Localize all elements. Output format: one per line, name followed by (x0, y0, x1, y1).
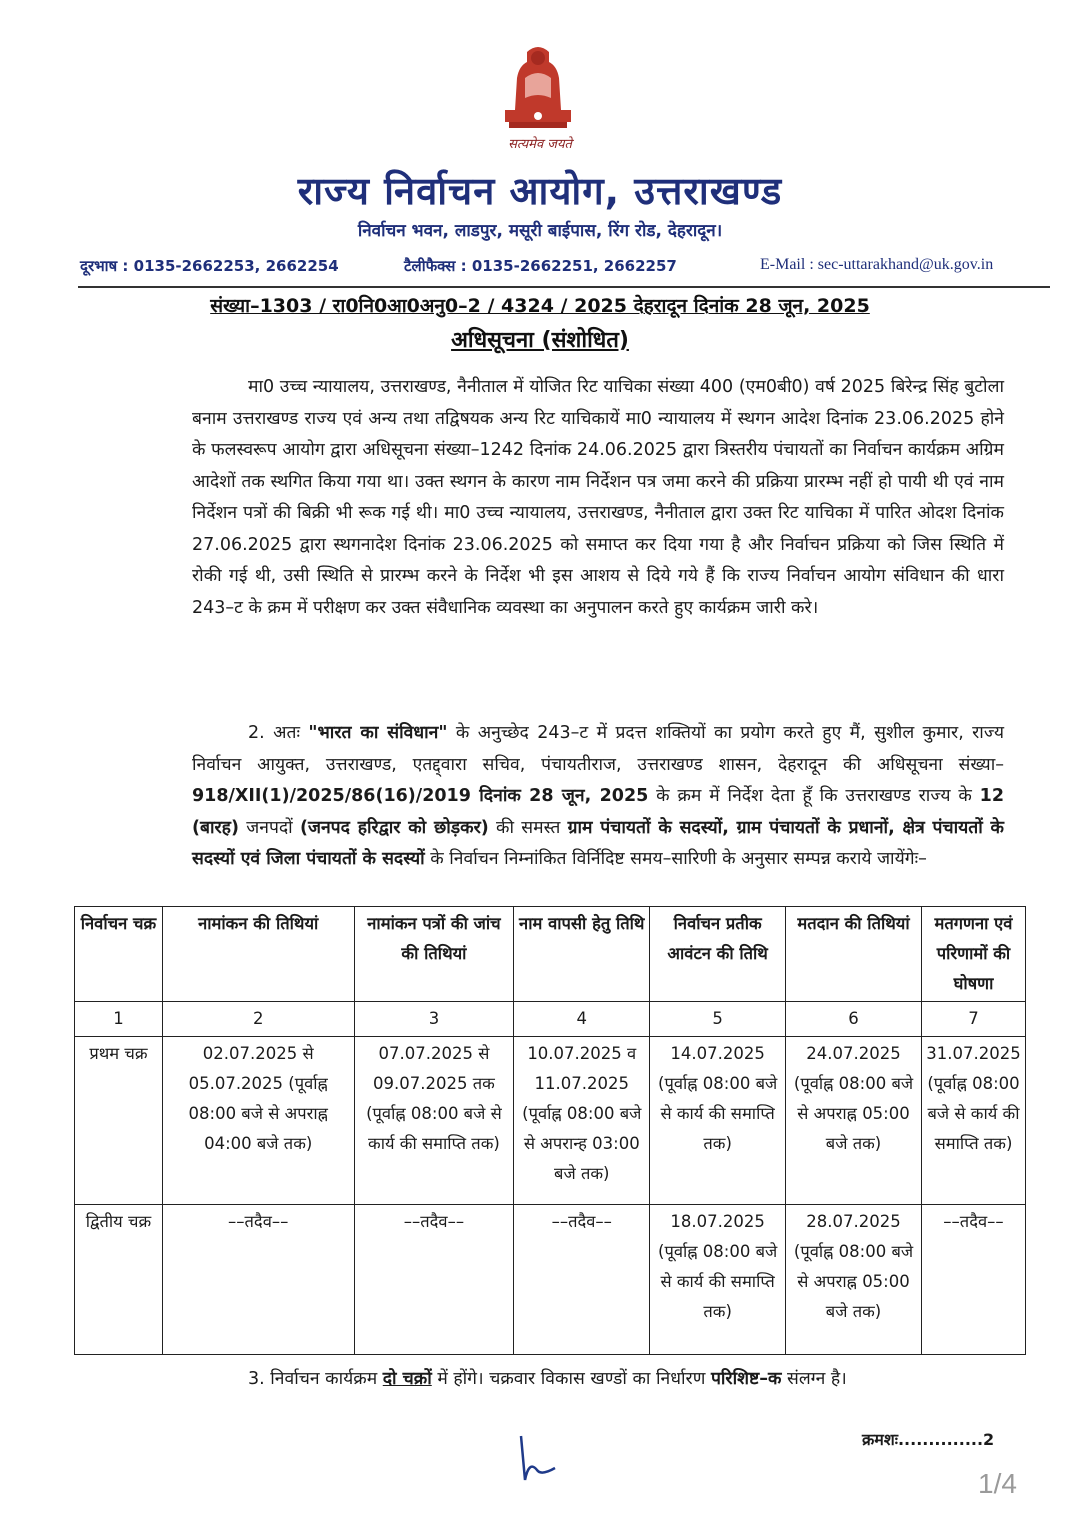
reference-line: संख्या–1303 / रा0नि0आ0अनु0–2 / 4324 / 2025 देहरादून दिनांक 28 जून, 2025 (210, 295, 870, 317)
column-header: निर्वाचन प्रतीक आवंटन की तिथि (650, 907, 786, 1002)
p3-two-phases: दो चक्रों (382, 1369, 432, 1389)
column-number: 6 (786, 1002, 922, 1037)
table-number-row (75, 1002, 1026, 1037)
column-header: नामांकन की तिथियां (162, 907, 354, 1002)
column-number: 4 (514, 1002, 650, 1037)
column-header: मतदान की तिथियां (786, 907, 922, 1002)
column-header: नामांकन पत्रों की जांच की तिथियां (354, 907, 514, 1002)
table-cell: 28.07.2025 (पूर्वाह्न 08:00 बजे से अपराह्न 05:00 बजे तक) (786, 1205, 922, 1355)
p2-part: के क्रम में निर्देश देता हूँ कि उत्तराखण्ड राज्य के (648, 786, 980, 806)
p2-part: जनपदों (238, 817, 300, 838)
table-cell: 14.07.2025 (पूर्वाह्न 08:00 बजे से कार्य की समाप्ति तक) (650, 1037, 786, 1205)
p2-part: 2. अतः (248, 723, 309, 743)
column-header: निर्वाचन चक्र (75, 907, 163, 1002)
column-number: 7 (921, 1002, 1025, 1037)
p2-part: के अनुच्छेद 243–ट में प्रदत्त शक्तियों का प्रयोग करते हुए मैं, सुशील कुमार, राज्य निर्वाचन आयुक्त, उत्तराखण्ड, एतद्द्वारा सचिव, पंचायतीराज, उत्तराखण्ड शासन, देहरादून की अधिसूचना संख्या– (192, 723, 1005, 775)
p3-annexure: परिशिष्ट–क (710, 1369, 782, 1389)
emblem-motto: सत्यमेव जयते (508, 137, 572, 152)
column-number: 1 (75, 1002, 163, 1037)
commission-title: राज्य निर्वाचन आयोग, उत्तराखण्ड (297, 169, 783, 213)
table-cell: 31.07.2025 (पूर्वाह्न 08:00 बजे से कार्य की समाप्ति तक) (921, 1037, 1025, 1205)
table-cell: 24.07.2025 (पूर्वाह्न 08:00 बजे से अपराह्न 05:00 बजे तक) (786, 1037, 922, 1205)
header-divider (78, 286, 1050, 288)
table-cell: ––तदैव–– (162, 1205, 354, 1355)
p2-exclusion: (जनपद हरिद्वार को छोड़कर) (299, 817, 489, 838)
p2-district-count: 12 (बारह) (192, 786, 1004, 838)
table-cell: 02.07.2025 से 05.07.2025 (पूर्वाह्न 08:00 बजे से अपराह्न 04:00 बजे तक) (162, 1037, 354, 1205)
column-header: नाम वापसी हेतु तिथि (514, 907, 650, 1002)
table-cell: 18.07.2025 (पूर्वाह्न 08:00 बजे से कार्य की समाप्ति तक) (650, 1205, 786, 1355)
commission-address: निर्वाचन भवन, लाडपुर, मसूरी बाईपास, रिंग रोड, देहरादून। (357, 221, 723, 241)
table-cell: 07.07.2025 से 09.07.2025 तक (पूर्वाह्न 08:00 बजे से कार्य की समाप्ति तक) (354, 1037, 514, 1205)
table-cell: ––तदैव–– (354, 1205, 514, 1355)
p2-part: की समस्त (488, 817, 568, 838)
table-row (75, 1205, 1026, 1355)
continued-marker: क्रमशः..............2 (862, 1430, 995, 1449)
column-number: 2 (162, 1002, 354, 1037)
paragraph-2 (192, 718, 1004, 876)
p2-gazette-ref: 918/XII(1)/2025/86(16)/2019 दिनांक 28 जून, 2025 (192, 786, 649, 806)
p3-part: 3. निर्वाचन कार्यक्रम (248, 1369, 383, 1389)
email-address: E-Mail : sec-uttarakhand@uk.gov.in (760, 256, 994, 273)
phone-number: दूरभाष : 0135-2662253, 2662254 (80, 257, 339, 275)
p2-part: के निर्वाचन निम्नांकित विर्निदिष्ट समय–सारिणी के अनुसार सम्पन्न कराये जायेंगेः– (424, 849, 927, 869)
table-row (75, 1037, 1026, 1205)
table-cell: ––तदैव–– (921, 1205, 1025, 1355)
table-header-row (75, 907, 1026, 1002)
page-indicator: 1/4 (978, 1468, 1017, 1499)
p3-part: में होंगे। चक्रवार विकास खण्डों का निर्धारण (431, 1369, 711, 1389)
table-cell: 10.07.2025 व 11.07.2025 (पूर्वाह्न 08:00 बजे से अपरान्ह 03:00 बजे तक) (514, 1037, 650, 1205)
signature-icon (515, 1430, 561, 1486)
p3-part: संलग्न है। (781, 1369, 847, 1389)
column-number: 5 (650, 1002, 786, 1037)
p2-constitution: "भारत का संविधान" (308, 723, 448, 743)
p2-positions: ग्राम पंचायतों के सदस्यों, ग्राम पंचायतों के प्रधानों, क्षेत्र पंचायतों के सदस्यों एवं जिला पंचायतों के सदस्यों (192, 817, 1005, 869)
state-emblem-icon (495, 38, 581, 133)
table-cell: प्रथम चक्र (75, 1037, 163, 1205)
notification-title: अधिसूचना (संशोधित) (451, 328, 629, 353)
table-cell: द्वितीय चक्र (75, 1205, 163, 1355)
election-schedule-table (74, 906, 1026, 1355)
column-number: 3 (354, 1002, 514, 1037)
fax-number: टैलीफैक्स : 0135-2662251, 2662257 (404, 257, 677, 275)
paragraph-1-text: मा0 उच्च न्यायालय, उत्तराखण्ड, नैनीताल में योजित रिट याचिका संख्या 400 (एम0बी0) वर्ष 2025 बिरेन्द्र सिंह बुटोला बनाम उत्तराखण्ड राज्य एवं अन्य तथा तद्विषयक अन्य रिट याचिकायें मा0 न्यायालय में स्थगन आदेश दिनांक 23.06.2025 होने के फलस्वरूप आयोग द्वारा अधिसूचना संख्या–1242 दिनांक 24.06.2025 द्वारा त्रिस्तरीय पंचायतों का निर्वाचन कार्यक्रम अग्रिम आदेशों तक स्थगित किया गया था। उक्त स्थगन के कारण नाम निर्देशन पत्र जमा करने की प्रक्रिया प्रारम्भ नहीं हो पायी थी एवं नाम निर्देशन पत्रों की बिक्री भी रूक गई थी। मा0 उच्च न्यायालय, उत्तराखण्ड, नैनीताल द्वारा उक्त रिट याचिका में पारित ओदश दिनांक 27.06.2025 द्वारा स्थगनादेश दिनांक 23.06.2025 को समाप्त कर दिया गया है और निर्वाचन प्रक्रिया को जिस स्थिति में रोकी गई थी, उसी स्थिति से प्रारम्भ करने के निर्देश भी इस आशय से दिये गये हैं कि राज्य निर्वाचन आयोग संविधान की धारा 243–ट के क्रम में परीक्षण कर उक्त संवैधानिक व्यवस्था का अनुपालन करते हुए कार्यक्रम जारी करे। (192, 377, 1004, 618)
column-header: मतगणना एवं परिणामों की घोषणा (921, 907, 1025, 1002)
paragraph-3 (192, 1364, 1004, 1396)
paragraph-1 (192, 372, 1004, 624)
table-cell: ––तदैव–– (514, 1205, 650, 1355)
